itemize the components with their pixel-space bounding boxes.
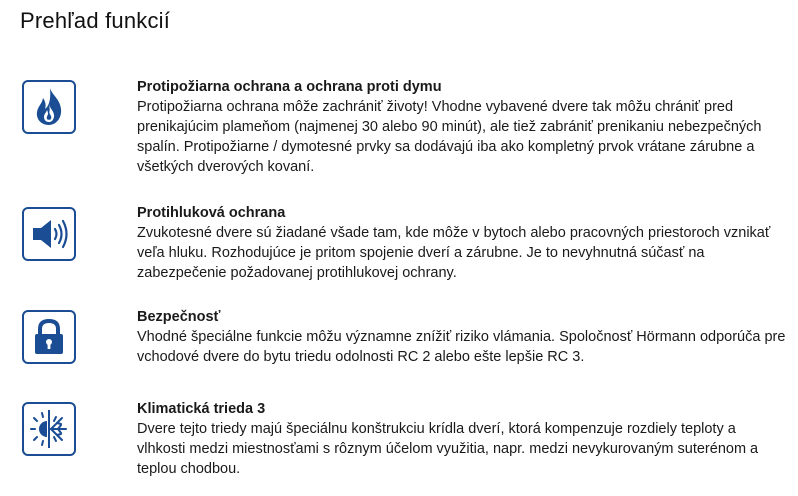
sun-snowflake-icon: [22, 402, 76, 456]
feature-description: Dvere tejto triedy majú špeciálnu konštrukciu krídla dverí, ktorá kompenzuje rozdiely teploty a vlhkosti medzi miestnosťami s rôznym účelom využitia, napr. medzi nevykurovaným suterénom a teplou chodbou.: [137, 421, 759, 477]
padlock-icon: [22, 310, 76, 364]
feature-description: Vhodné špeciálne funkcie môžu významne znížiť riziko vlámania. Spoločnosť Hörmann odporúča pre vchodové dvere do bytu triedu odolnosti RC 2 alebo ešte lepšie RC 3.: [137, 329, 786, 365]
feature-title: Klimatická trieda 3: [137, 401, 266, 417]
feature-description: Protipožiarna ochrana môže zachrániť životy! Vhodne vybavené dvere tak môžu chrániť pred prenikajúcim plameňom (najmenej 30 alebo 90 minút), ale tiež zabrániť prenikaniu nebezpečných spalín. Protipožiarne / dymotesné prvky sa dodávajú iba ako kompletný prvok vrátane zárubne a všetkých dverových kovaní.: [137, 99, 762, 175]
feature-title: Protipožiarna ochrana a ochrana proti dymu: [137, 79, 442, 95]
flame-icon: [22, 80, 76, 134]
speaker-sound-icon: [22, 207, 76, 261]
feature-title: Protihluková ochrana: [137, 205, 286, 221]
page-title: Prehľad funkcií: [20, 8, 171, 33]
feature-title: Bezpečnosť: [137, 309, 221, 325]
feature-description: Zvukotesné dvere sú žiadané všade tam, kde môže v bytoch alebo pracovných priestoroch vznikať veľa hluku. Rozhodujúce je pritom spojenie dverí a zárubne. Je to nevyhnutná súčasť na zabezpečenie požadovanej protihlukovej ochrany.: [137, 225, 771, 281]
